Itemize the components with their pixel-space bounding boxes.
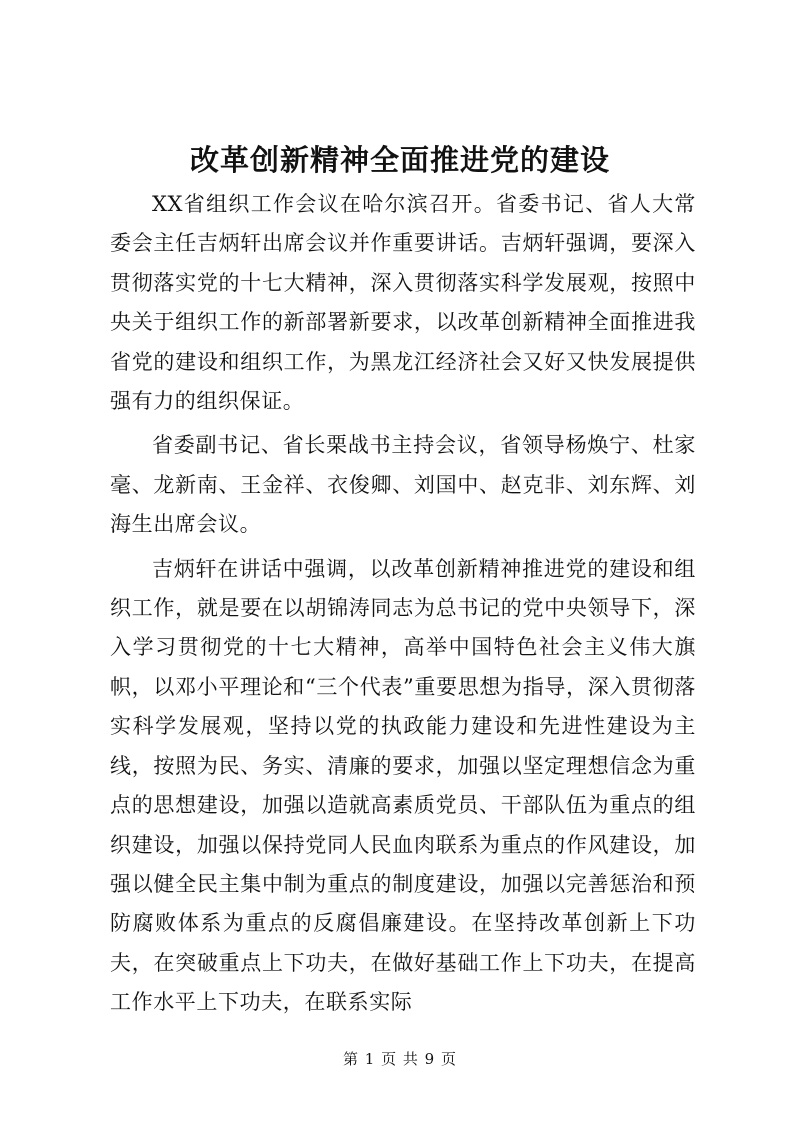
page-footer: 第 1 页 共 9 页 xyxy=(343,1050,457,1068)
document-title: 改革创新精神全面推进党的建设 xyxy=(189,143,610,177)
document-body xyxy=(110,185,696,1028)
paragraph-3: 吉炳轩在讲话中强调，以改革创新精神推进党的建设和组织工作，就是要在以胡锦涛同志为总书记的党中央领导下，深入学习贯彻党的十七大精神，高举中国特色社会主义伟大旗帜，以邓小平理论和“三个代表”重要思想为指导，深入贯彻落实科学发展观，坚持以党的执政能力建设和先进性建设为主线，按照为民、务实、清廉的要求，加强以坚定理想信念为重点的思想建设，加强以造就高素质党员、干部队伍为重点的组织建设，加强以保持党同人民血肉联系为重点的作风建设，加强以健全民主集中制为重点的制度建设，加强以完善惩治和预防腐败体系为重点的反腐倡廉建设。在坚持改革创新上下功夫，在突破重点上下功夫，在做好基础工作上下功夫，在提高工作水平上下功夫，在联系实际 xyxy=(110,556,696,1015)
paragraph-2: 省委副书记、省长栗战书主持会议，省领导杨焕宁、杜家毫、龙新南、王金祥、衣俊卿、刘国中、赵克非、刘东辉、刘海生出席会议。 xyxy=(110,433,696,537)
paragraph-1: XX省组织工作会议在哈尔滨召开。省委书记、省人大常委会主任吉炳轩出席会议并作重要讲话。吉炳轩强调，要深入贯彻落实党的十七大精神，深入贯彻落实科学发展观，按照中央关于组织工作的新部署新要求，以改革创新精神全面推进我省党的建设和组织工作，为黑龙江经济社会又好又快发展提供强有力的组织保证。 xyxy=(110,192,696,414)
